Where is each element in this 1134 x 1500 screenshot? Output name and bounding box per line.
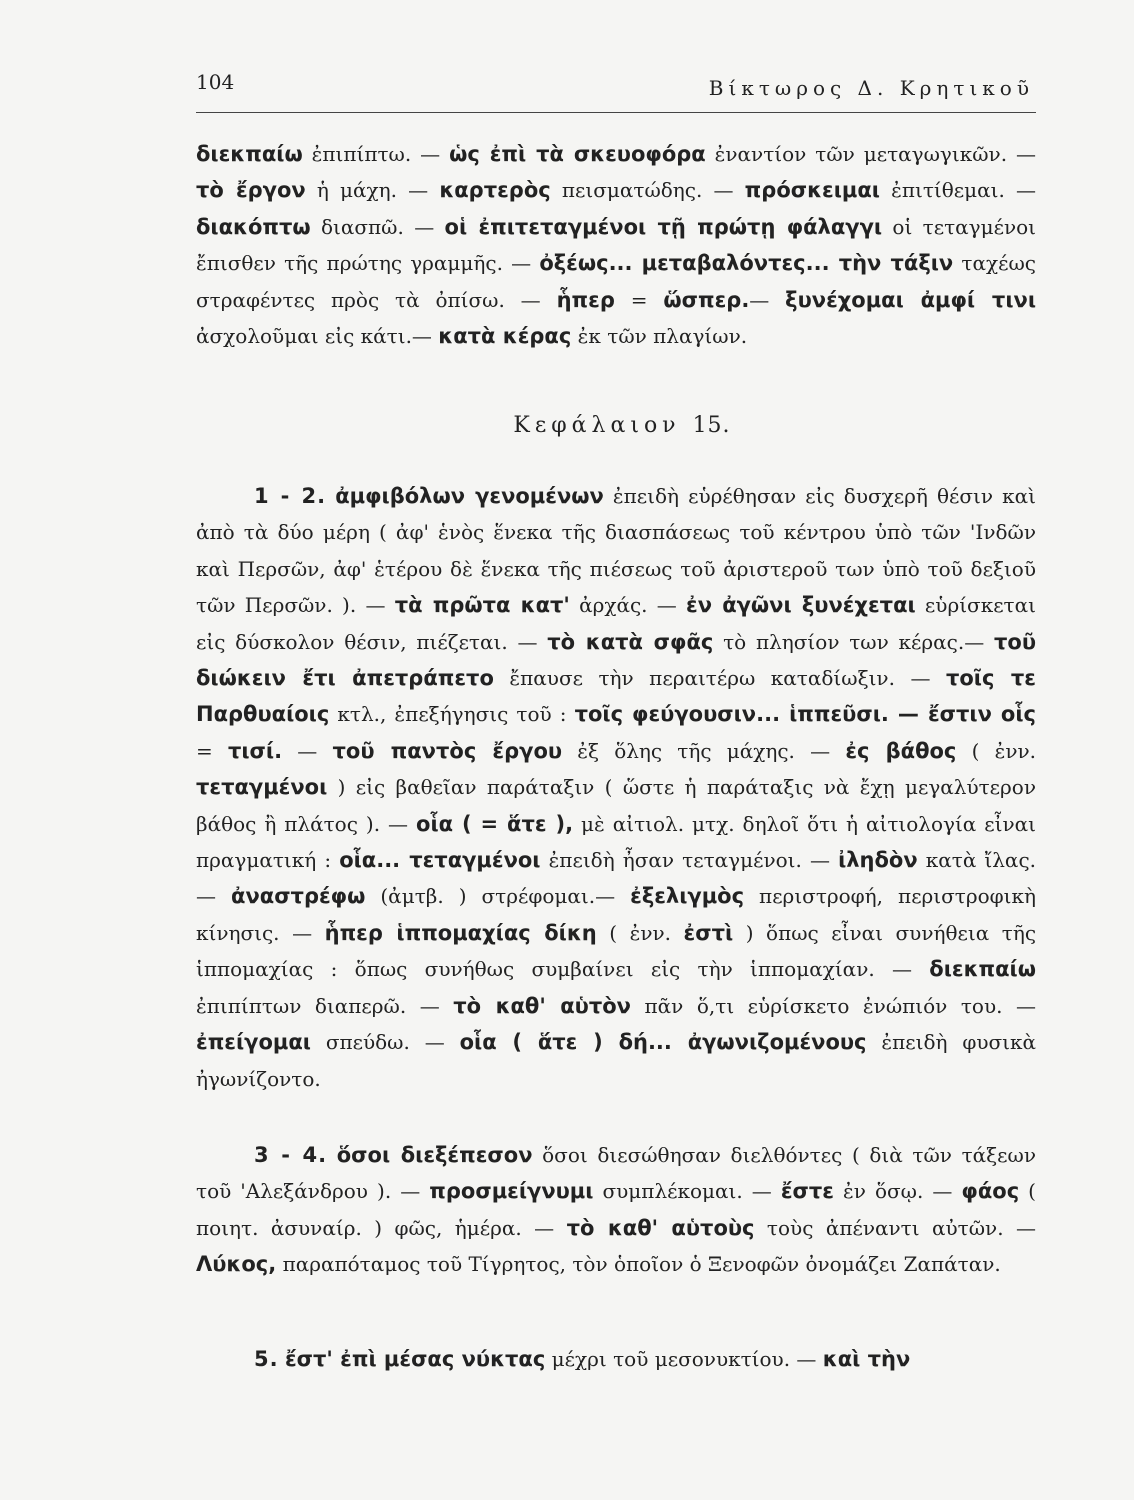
lemma: πρόσκειμαι xyxy=(744,178,880,203)
gloss-text: οἱ τεταγμένοι ἔπισθεν τῆς πρώτης γραμμῆς. — xyxy=(196,214,1036,276)
gloss-text: ἐπειδὴ ἦσαν τεταγμένοι. — xyxy=(540,848,839,873)
gloss-text: τὸ πλησίον των κέρας.— xyxy=(713,629,994,654)
lemma: οἷα ( = ἅτε ), xyxy=(416,811,574,836)
lemma: τὸ ἔργον xyxy=(196,178,306,203)
gloss-text: = xyxy=(196,738,228,763)
lemma: διεκπαίω xyxy=(196,142,303,166)
lemma: ὅσοι διεξέπεσον xyxy=(336,1143,533,1167)
paragraph-section-5 xyxy=(196,1341,1036,1377)
header-rule xyxy=(196,112,1036,113)
paragraph-glossary-ch14 xyxy=(196,136,1036,354)
gloss-text: = xyxy=(614,287,664,312)
lemma: τὸ κατὰ σφᾶς xyxy=(547,629,714,654)
gloss-text: ἐκ τῶν πλαγίων. xyxy=(571,324,748,349)
lemma: προσμείγνυμι xyxy=(429,1179,594,1204)
gloss-text: ) εἰς βαθεῖαν παράταξιν ( ὥστε ἡ παράταξις νὰ ἔχῃ μεγαλύτερον βάθος ἢ πλάτος ). — xyxy=(196,775,1036,836)
gloss-text: — xyxy=(749,287,786,312)
lemma: οἷα ( ἅτε ) δή... ἀγωνιζομένους xyxy=(459,1030,867,1055)
lemma: ἧπερ ἱππομαχίας δίκη xyxy=(324,920,597,945)
lemma: τοῖς τε Παρθυαίοις xyxy=(196,666,1036,727)
lemma: ἀναστρέφω xyxy=(231,884,366,909)
lemma: οἷα... τεταγμένοι xyxy=(339,848,541,873)
gloss-text: ἐπειδὴ φυσικὰ ἠγωνίζοντο. xyxy=(196,1030,1036,1091)
lemma: καὶ τὴν xyxy=(822,1347,911,1371)
gloss-text: ταχέως στραφέντες πρὸς τὰ ὀπίσω. — xyxy=(196,251,1036,312)
gloss-text: ( ποιητ. ἀσυναίρ. ) φῶς, ἡμέρα. — xyxy=(196,1179,1036,1240)
lemma: ἰληδὸν xyxy=(838,848,918,873)
chapter-heading xyxy=(0,413,1134,438)
lemma: ἐξελιγμὸς xyxy=(630,884,745,909)
lemma: τεταγμένοι xyxy=(196,775,328,800)
lemma: ἔστ' ἐπὶ μέσας νύκτας xyxy=(284,1347,546,1371)
lemma: ἀμφιβόλων γενομένων xyxy=(335,484,604,508)
gloss-text: παραπόταμος τοῦ Τίγρητος, τὸν ὁποῖον ὁ Ξενοφῶν ὀνομάζει Ζαπάταν. xyxy=(276,1252,1001,1277)
section-number: 3 - 4. xyxy=(254,1143,328,1167)
gloss-text xyxy=(327,1143,337,1167)
gloss-text: ἐπειδὴ εὑρέθησαν εἰς δυσχερῆ θέσιν καὶ ἀπὸ τὰ δύο μέρη ( ἀφ' ἑνὸς ἕνεκα τῆς διασπάσεως τοῦ κέντρου ὑπὸ τῶν 'Ινδῶν καὶ Περσῶν, ἀφ' ἑτέρου δὲ ἕνεκα τῆς πιέσεως τοῦ ἀριστεροῦ των ὑπὸ τοῦ δεξιοῦ τῶν Περσῶν. ). — xyxy=(196,484,1037,618)
page-number: 104 xyxy=(196,70,235,94)
gloss-text: ( ἐνν. xyxy=(596,920,684,945)
gloss-text: εὑρίσκεται εἰς δύσκολον θέσιν, πιέζεται. — xyxy=(196,593,1036,654)
gloss-text: τοὺς ἀπέναντι αὐτῶν. — xyxy=(754,1215,1036,1240)
gloss-text: κατὰ ἴλας.— xyxy=(196,848,1036,909)
paragraph-sections-3-4 xyxy=(196,1137,1036,1283)
section-number: 5. xyxy=(254,1347,279,1371)
gloss-text: διασπῶ. — xyxy=(310,214,445,239)
lemma: διακόπτω xyxy=(196,214,311,239)
lemma: κατὰ κέρας xyxy=(438,324,572,349)
lemma: φάος xyxy=(961,1179,1020,1204)
gloss-text xyxy=(326,484,335,508)
lemma: ὀξέως... μεταβαλόντες... τὴν τάξιν xyxy=(539,251,954,276)
gloss-text: ἔπαυσε τὴν περαιτέρω καταδίωξιν. — xyxy=(493,666,946,691)
gloss-text: (ἀμτβ. ) στρέφομαι.— xyxy=(365,884,631,909)
lemma: ξυνέχομαι ἀμφί τινι xyxy=(785,287,1036,312)
gloss-text: περιστροφή, περιστροφικὴ κίνησις. — xyxy=(196,884,1036,945)
lemma: ἔστε xyxy=(780,1179,834,1204)
gloss-text: μὲ αἰτιολ. μτχ. δηλοῖ ὅτι ἡ αἰτιολογία εἶναι πραγματική : xyxy=(196,811,1036,873)
gloss-text: ὅσοι διεσώθησαν διελθόντες ( διὰ τῶν τάξεων τοῦ 'Αλεξάνδρου ). — xyxy=(196,1143,1036,1204)
gloss-text: — xyxy=(282,738,333,763)
lemma: ὥσπερ. xyxy=(663,287,750,312)
gloss-text: ἐπιπίπτω. — xyxy=(302,142,450,166)
gloss-text: ἐναντίον τῶν μεταγωγικῶν. — xyxy=(705,142,1036,166)
gloss-text: συμπλέκομαι. — xyxy=(593,1179,781,1204)
lemma: ὡς ἐπὶ τὰ σκευοφόρα xyxy=(449,142,706,166)
gloss-text: πεισματώδης. — xyxy=(550,178,745,203)
lemma: τοῦ διώκειν ἔτι ἀπετράπετο xyxy=(196,629,1036,691)
chapter-number: 15. xyxy=(692,413,731,438)
lemma: διεκπαίω xyxy=(929,957,1036,982)
lemma: ἐς βάθος xyxy=(845,738,957,763)
gloss-text: ( ἐνν. xyxy=(956,738,1036,763)
gloss-text: ἀσχολοῦμαι εἰς κάτι.— xyxy=(196,324,439,349)
lemma: τοῦ παντὸς ἔργου xyxy=(332,738,563,763)
lemma: ἧπερ xyxy=(556,287,615,312)
lemma: ἐστὶ xyxy=(683,920,734,945)
lemma: Λύκος, xyxy=(196,1252,277,1277)
lemma: καρτερὸς xyxy=(439,178,551,203)
lemma: τὸ καθ' αὑτὸν xyxy=(453,993,631,1018)
gloss-text: πᾶν ὅ,τι εὑρίσκετο ἐνώπιόν του. — xyxy=(631,993,1036,1018)
gloss-text: ἡ μάχη. — xyxy=(305,178,440,203)
lemma: τὸ καθ' αὑτοὺς xyxy=(566,1215,755,1240)
lemma: τισί. xyxy=(227,738,283,763)
lemma: οἱ ἐπιτεταγμένοι τῇ πρώτῃ φάλαγγι xyxy=(444,214,883,239)
gloss-text: ἐπιτίθεμαι. — xyxy=(879,178,1037,203)
running-head: Βίκτωρος Δ. Κρητικοῦ xyxy=(708,76,1034,100)
section-number: 1 - 2. xyxy=(254,484,327,508)
gloss-text: ἀρχάς. — xyxy=(569,593,686,618)
lemma: τὰ πρῶτα κατ' xyxy=(394,593,570,618)
lemma: τοῖς φεύγουσιν... ἱππεῦσι. — ἔστιν οἷς xyxy=(574,702,1036,727)
lemma: ἐπείγομαι xyxy=(196,1030,311,1055)
gloss-text: ) ὅπως εἶναι συνήθεια τῆς ἱππομαχίας : ὅπως συνήθως συμβαίνει εἰς τὴν ἱππομαχίαν. — xyxy=(196,920,1037,982)
gloss-text: κτλ., ἐπεξήγησις τοῦ : xyxy=(329,702,575,727)
gloss-text: ἐπιπίπτων διαπερῶ. — xyxy=(196,993,454,1018)
paragraph-sections-1-2 xyxy=(196,478,1036,1097)
gloss-text: μέχρι τοῦ μεσονυκτίου. — xyxy=(545,1347,823,1371)
chapter-word: Κεφάλαιον xyxy=(513,413,681,438)
gloss-text: σπεύδω. — xyxy=(310,1030,460,1055)
lemma: ἐν ἀγῶνι ξυνέχεται xyxy=(686,593,916,618)
gloss-text: ἐν ὅσῳ. — xyxy=(833,1179,962,1204)
gloss-text: ἐξ ὅλης τῆς μάχης. — xyxy=(562,738,846,763)
